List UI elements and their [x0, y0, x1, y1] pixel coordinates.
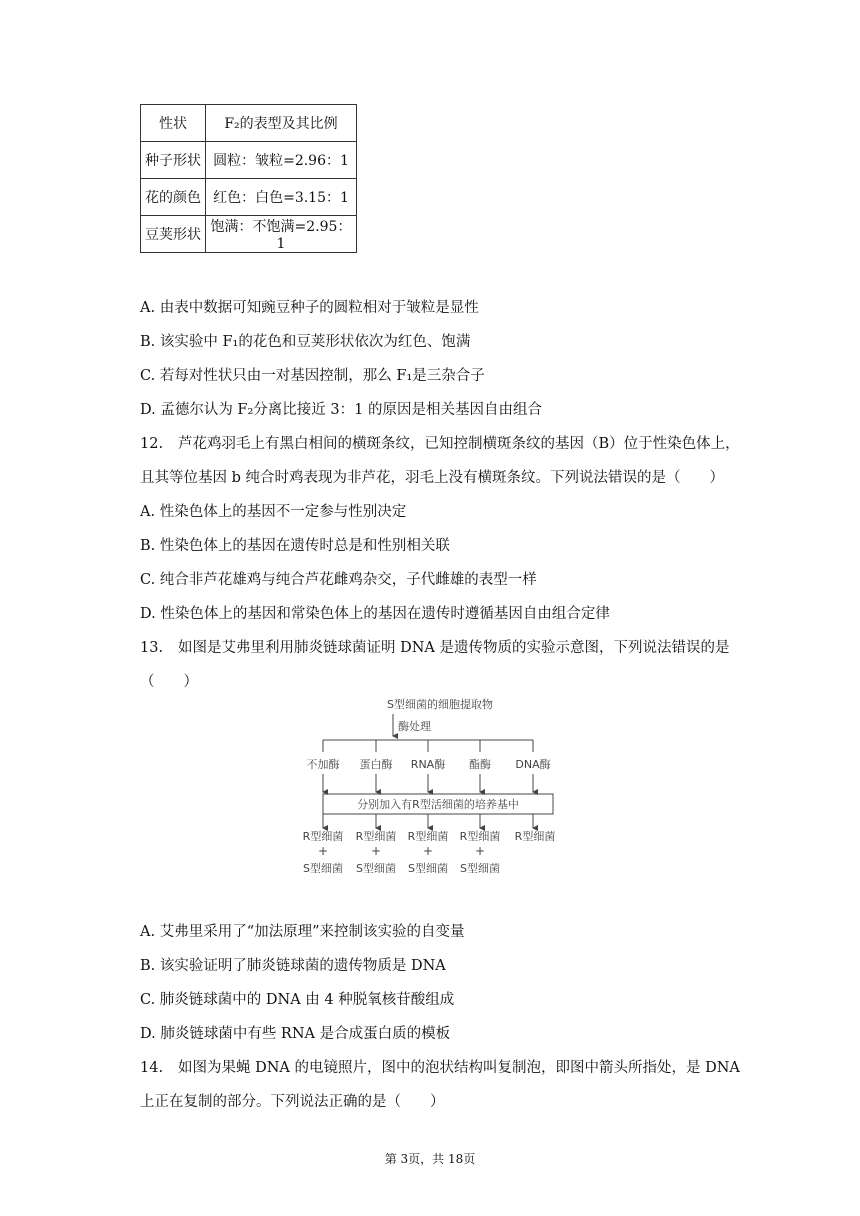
q12-option-b: B. 性染色体上的基因在遗传时总是和性别相关联	[140, 538, 450, 554]
s-result-label: S型细菌	[408, 862, 448, 875]
r-result-label: R型细菌	[514, 830, 556, 843]
diagram-process-label: 酶处理	[398, 720, 431, 733]
table-row	[141, 142, 357, 179]
treatment-label: DNA酶	[515, 758, 551, 771]
q13-stem-text: 如图是艾弗里利用肺炎链球菌证明 DNA 是遗传物质的实验示意图，下列说法错误的是	[178, 640, 730, 656]
treatment-label: 蛋白酶	[359, 758, 393, 771]
q12-stem-line2: 且其等位基因 b 纯合时鸡表现为非芦花，羽毛上没有横斑条纹。下列说法错误的是（ ）	[140, 470, 724, 486]
q12-stem-line1	[140, 432, 740, 453]
q11-option-c: C. 若每对性状只由一对基因控制，那么 F₁是三杂合子	[140, 368, 485, 384]
q14-number: 14.	[140, 1060, 164, 1076]
q14-stem-line1	[140, 1056, 740, 1077]
table-row	[141, 216, 357, 253]
avery-experiment-diagram	[290, 692, 570, 882]
table-cell: 饱满：不饱满=2.95：1	[206, 216, 357, 253]
q12-option-a: A. 性染色体上的基因不一定参与性别决定	[140, 504, 407, 520]
q13-stem-line2: （ ）	[140, 674, 198, 690]
q13-option-d: D. 肺炎链球菌中有些 RNA 是合成蛋白质的模板	[140, 1026, 451, 1042]
q14-stem-text: 如图为果蝇 DNA 的电镜照片，图中的泡状结构叫复制泡，即图中箭头所指处，是 DNA	[178, 1060, 740, 1076]
treatment-label: 不加酶	[306, 758, 340, 771]
s-result-label: S型细菌	[460, 862, 500, 875]
r-result-label: R型细菌	[302, 830, 344, 843]
culture-box-label: 分别加入有R型活细菌的培养基中	[357, 798, 519, 811]
q12-option-d: D. 性染色体上的基因和常染色体上的基因在遗传时遵循基因自由组合定律	[140, 606, 610, 622]
table-cell: 种子形状	[141, 142, 206, 179]
traits-table	[140, 104, 357, 253]
plus-sign: +	[474, 844, 486, 858]
q13-option-a: A. 艾弗里采用了“加法原理”来控制该实验的自变量	[140, 924, 465, 940]
table-header-cell: 性状	[141, 105, 206, 142]
table-row	[141, 179, 357, 216]
page-footer: 第 3页，共 18页	[384, 1152, 476, 1166]
table-cell: 圆粒：皱粒=2.96：1	[206, 142, 357, 179]
table-cell: 花的颜色	[141, 179, 206, 216]
plus-sign: +	[317, 844, 329, 858]
r-result-label: R型细菌	[355, 830, 397, 843]
q14-stem-line2: 上正在复制的部分。下列说法正确的是（ ）	[140, 1094, 445, 1110]
diagram-top-label: S型细菌的细胞提取物	[387, 698, 493, 711]
r-result-label: R型细菌	[407, 830, 449, 843]
s-result-label: S型细菌	[356, 862, 396, 875]
q11-option-d: D. 孟德尔认为 F₂分离比接近 3：1 的原因是相关基因自由组合	[140, 402, 542, 418]
q13-stem-line1	[140, 636, 730, 657]
q12-stem-text: 芦花鸡羽毛上有黑白相间的横斑条纹，已知控制横斑条纹的基因（B）位于性染色体上，	[178, 436, 740, 452]
treatment-label: 酯酶	[469, 758, 491, 771]
plus-sign: +	[422, 844, 434, 858]
table-header-row	[141, 105, 357, 142]
q13-option-c: C. 肺炎链球菌中的 DNA 由 4 种脱氧核苷酸组成	[140, 992, 455, 1008]
q11-option-a: A. 由表中数据可知豌豆种子的圆粒相对于皱粒是显性	[140, 300, 479, 316]
treatment-label: RNA酶	[410, 758, 446, 771]
q11-option-b: B. 该实验中 F₁的花色和豆荚形状依次为红色、饱满	[140, 334, 471, 350]
plus-sign: +	[370, 844, 382, 858]
q12-number: 12.	[140, 436, 164, 452]
q13-number: 13.	[140, 640, 164, 656]
table-cell: 红色：白色=3.15：1	[206, 179, 357, 216]
r-result-label: R型细菌	[459, 830, 501, 843]
q13-option-b: B. 该实验证明了肺炎链球菌的遗传物质是 DNA	[140, 958, 446, 974]
s-result-label: S型细菌	[303, 862, 343, 875]
table-cell: 豆荚形状	[141, 216, 206, 253]
q12-option-c: C. 纯合非芦花雄鸡与纯合芦花雌鸡杂交，子代雌雄的表型一样	[140, 572, 537, 588]
table-header-cell: F₂的表型及其比例	[206, 105, 357, 142]
